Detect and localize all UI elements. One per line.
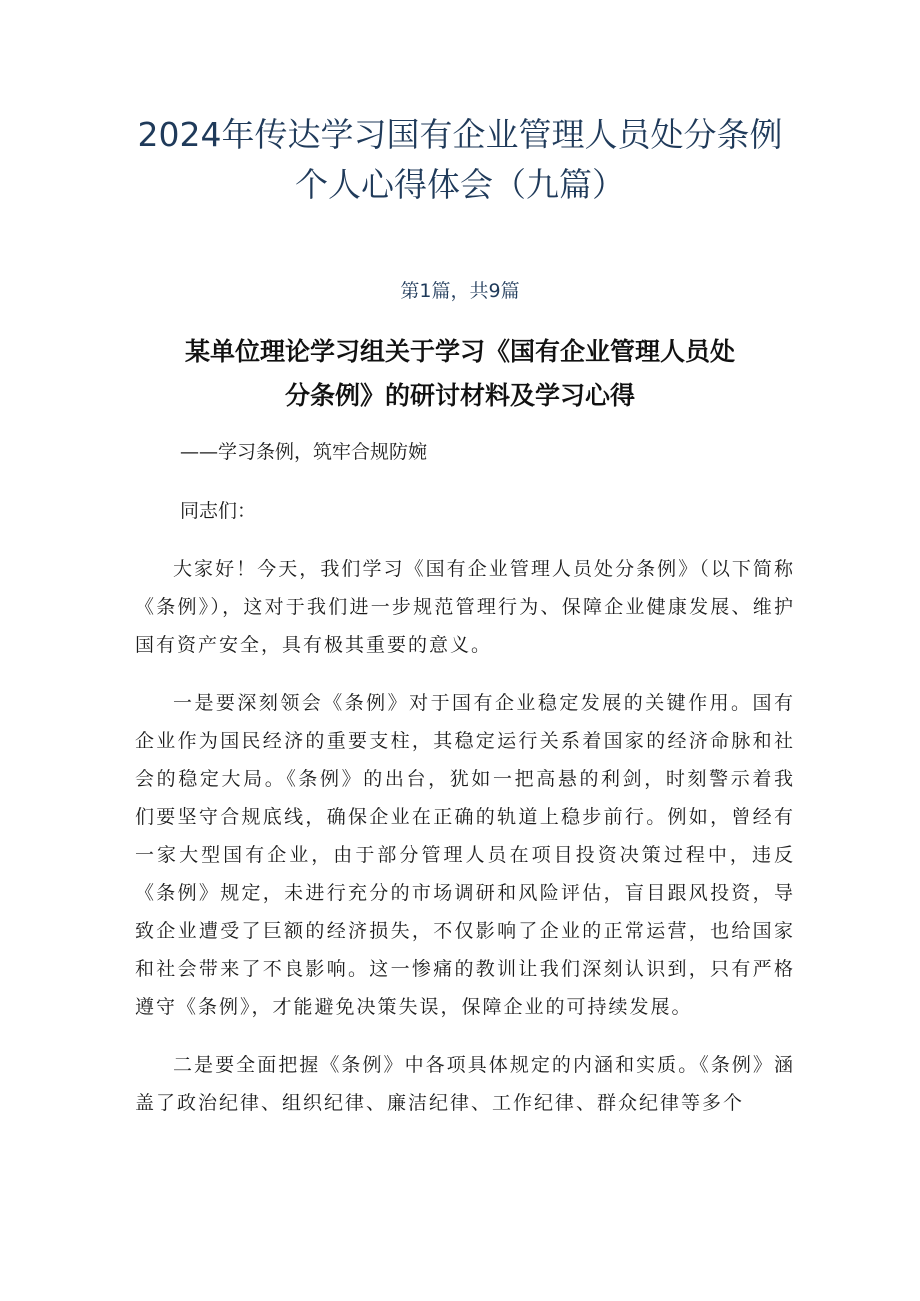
paragraph-point-two: 二是要全面把握《条例》中各项具体规定的内涵和实质。《条例》涵盖了政治纪律、组织纪律、廉洁纪律、工作纪律、群众纪律等多个 xyxy=(135,1054,795,1114)
salutation: 同志们： xyxy=(180,500,257,522)
paragraph-intro: 大家好！今天，我们学习《国有企业管理人员处分条例》（以下简称《条例》），这对于我们进一步规范管理行为、保障企业健康发展、维护国有资产安全，具有极其重要的意义。 xyxy=(135,558,795,656)
article-title: 某单位理论学习组关于学习《国有企业管理人员处分条例》的研讨材料及学习心得 xyxy=(184,337,735,410)
article-subtitle: ——学习条例，筑牢合规防婉 xyxy=(180,441,428,463)
section-counter: 第1篇，共9篇 xyxy=(400,280,520,302)
article-body xyxy=(135,550,795,1142)
document-title: 2024年传达学习国有企业管理人员处分条例个人心得体会（九篇） xyxy=(137,115,783,204)
paragraph-point-one: 一是要深刻领会《条例》对于国有企业稳定发展的关键作用。国有企业作为国民经济的重要支柱，其稳定运行关系着国家的经济命脉和社会的稳定大局。《条例》的出台，犹如一把高悬的利剑，时刻警示着我们要坚守合规底线，确保企业在正确的轨道上稳步前行。例如，曾经有一家大型国有企业，由于部分管理人员在项目投资决策过程中，违反《条例》规定，未进行充分的市场调研和风险评估，盲目跟风投资，导致企业遭受了巨额的经济损失，不仅影响了企业的正常运营，也给国家和社会带来了不良影响。这一惨痛的教训让我们深刻认识到，只有严格遵守《条例》，才能避免决策失误，保障企业的可持续发展。 xyxy=(135,692,795,1018)
